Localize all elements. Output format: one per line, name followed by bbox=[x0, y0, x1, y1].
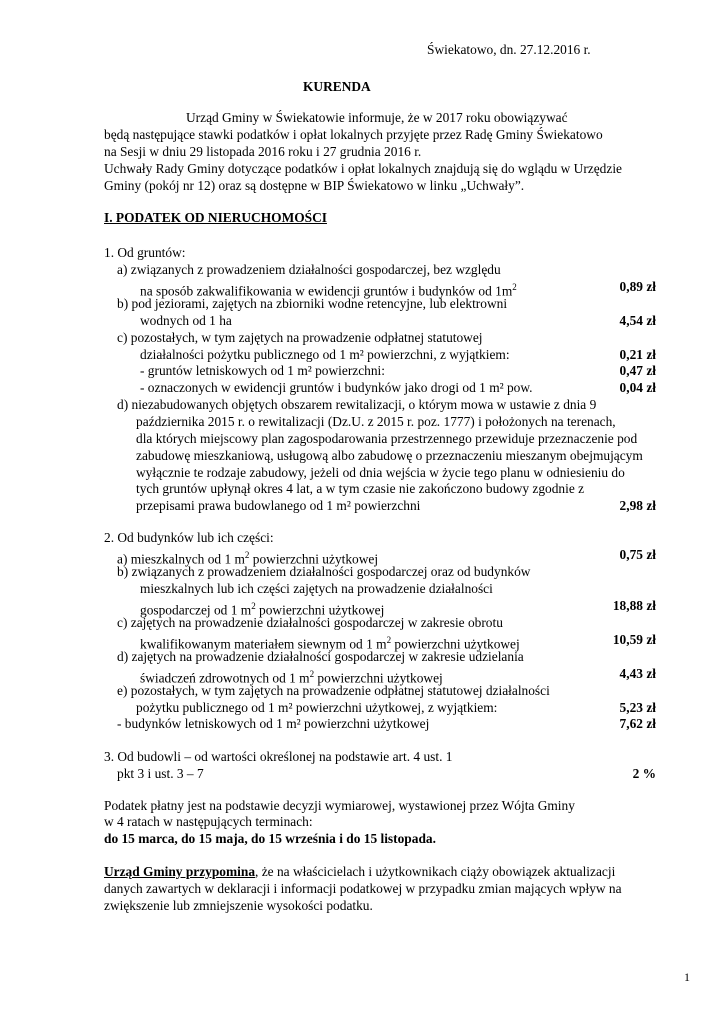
buildings-c-rate: 10,59 zł bbox=[612, 632, 656, 647]
land-b-rate: 4,54 zł bbox=[619, 313, 656, 328]
buildings-d-rate: 4,43 zł bbox=[619, 666, 656, 681]
place-date: Świekatowo, dn. 27.12.2016 r. bbox=[427, 42, 591, 57]
intro-line-5: Gminy (pokój nr 12) oraz są dostępne w BIP Świekatowo w linku „Uchwały”. bbox=[104, 178, 525, 193]
structures-line-2: pkt 3 i ust. 3 – 7 bbox=[117, 766, 204, 781]
land-d-rate: 2,98 zł bbox=[619, 498, 656, 513]
land-d-line-5: wyłącznie te rodzaje zabudowy, jeżeli od dnia wejścia w życie tego planu w odniesieniu do bbox=[136, 465, 625, 480]
land-c-sub-1-rate: 0,47 zł bbox=[619, 363, 656, 378]
buildings-d-line-2: świadczeń zdrowotnych od 1 $m^2$ powierzchni użytkowej bbox=[140, 669, 443, 686]
land-d-line-4: zabudowę mieszkaniową, usługową albo zabudowę o przeznaczeniu mieszanym obejmującym bbox=[136, 448, 643, 463]
buildings-title: 2. Od budynków lub ich części: bbox=[104, 530, 274, 545]
buildings-b-line-3: gospodarczej od 1 $m^2$ powierzchni użytkowej bbox=[140, 601, 385, 618]
reminder-line-1: Urząd Gminy przypomina, że na właścicielach i użytkownikach ciąży obowiązek aktualizacji bbox=[104, 864, 616, 879]
buildings-e-line-1: e) pozostałych, w tym zajętych na prowadzenie odpłatnej statutowej działalności bbox=[117, 683, 550, 698]
land-d-line-7: przepisami prawa budowlanego od 1 m² powierzchni bbox=[136, 498, 421, 513]
land-c-line-1: c) pozostałych, w tym zajętych na prowadzenie odpłatnej statutowej bbox=[117, 330, 483, 345]
payment-deadlines: do 15 marca, do 15 maja, do 15 września i do 15 listopada. bbox=[104, 831, 436, 846]
buildings-e-rate: 5,23 zł bbox=[619, 700, 656, 715]
intro-line-1: Urząd Gminy w Świekatowie informuje, że w 2017 roku obowiązywać bbox=[186, 110, 568, 125]
section-heading: I. PODATEK OD NIERUCHOMOŚCI bbox=[104, 210, 327, 225]
land-c-sub-1: - gruntów letniskowych od 1 m² powierzchni: bbox=[140, 363, 386, 378]
reminder-line-3: zwiększenie lub zmniejszenie wysokości podatku. bbox=[104, 898, 373, 913]
intro-line-3: na Sesji w dniu 29 listopada 2016 roku i 27 grudnia 2016 r. bbox=[104, 144, 422, 159]
structures-line-1: 3. Od budowli – od wartości określonej na podstawie art. 4 ust. 1 bbox=[104, 749, 453, 764]
buildings-b-line-2: mieszkalnych lub ich części zajętych na prowadzenie działalności bbox=[140, 581, 493, 596]
land-a-line-1: a) związanych z prowadzeniem działalności gospodarczej, bez względu bbox=[117, 262, 501, 277]
land-a-rate: 0,89 zł bbox=[619, 279, 656, 294]
land-a-line-2: na sposób zakwalifikowania w ewidencji gruntów i budynków od $1m^2$ bbox=[140, 282, 517, 299]
buildings-d-line-1: d) zajętych na prowadzenie działalności gospodarczej w zakresie udzielania bbox=[117, 649, 524, 664]
buildings-b-rate: 18,88 zł bbox=[612, 598, 656, 613]
buildings-e-line-2: pożytku publicznego od 1 m² powierzchni użytkowej, z wyjątkiem: bbox=[136, 700, 498, 715]
buildings-b-line-1: b) związanych z prowadzeniem działalności gospodarczej oraz od budynków bbox=[117, 564, 531, 579]
land-b-line-1: b) pod jeziorami, zajętych na zbiorniki wodne retencyjne, lub elektrowni bbox=[117, 296, 508, 311]
payment-line-2: w 4 ratach w następujących terminach: bbox=[104, 814, 313, 829]
land-title: 1. Od gruntów: bbox=[104, 245, 186, 260]
page-number: 1 bbox=[684, 970, 690, 984]
intro-line-2: będą następujące stawki podatków i opłat lokalnych przyjęte przez Radę Gminy Świekatowo bbox=[104, 127, 603, 142]
land-d-line-6: tych gruntów upłynął okres 4 lat, a w tym czasie nie zakończono budowy zgodnie z bbox=[136, 481, 585, 496]
land-c-sub-2: - oznaczonych w ewidencji gruntów i budynków jako drogi od 1 m² pow. bbox=[140, 380, 533, 395]
land-c-rate: 0,21 zł bbox=[619, 347, 656, 362]
land-c-sub-2-rate: 0,04 zł bbox=[619, 380, 656, 395]
reminder-lead: Urząd Gminy przypomina bbox=[104, 864, 256, 879]
land-d-line-3: dla których miejscowy plan zagospodarowania przestrzennego przewiduje przeznaczenie pod bbox=[136, 431, 638, 446]
buildings-a-line: a) mieszkalnych od 1 $m^2$ powierzchni użytkowej bbox=[117, 550, 379, 567]
reminder-line-2: danych zawartych w deklaracji i informacji podatkowej w przypadku zmian mających wpływ na bbox=[104, 881, 622, 896]
document-title: KURENDA bbox=[303, 79, 371, 94]
buildings-f-line: - budynków letniskowych od 1 m² powierzchni użytkowej bbox=[117, 716, 430, 731]
buildings-f-rate: 7,62 zł bbox=[619, 716, 656, 731]
land-d-line-1: d) niezabudowanych objętych obszarem rewitalizacji, o którym mowa w ustawie z dnia 9 bbox=[117, 397, 597, 412]
intro-line-4: Uchwały Rady Gminy dotyczące podatków i opłat lokalnych znajdują się do wglądu w Urzędzie bbox=[104, 161, 622, 176]
land-c-line-2: działalności pożytku publicznego od 1 m² powierzchni, z wyjątkiem: bbox=[140, 347, 510, 362]
buildings-a-rate: 0,75 zł bbox=[619, 547, 656, 562]
structures-rate: 2 % bbox=[632, 766, 656, 781]
buildings-c-line-1: c) zajętych na prowadzenie działalności gospodarczej w zakresie obrotu bbox=[117, 615, 503, 630]
buildings-c-line-2: kwalifikowanym materiałem siewnym od 1 $m^2$ powierzchni użytkowej bbox=[140, 635, 520, 652]
land-d-line-2: października 2015 r. o rewitalizacji (Dz.U. z 2015 r. poz. 1777) i położonych na terenach, bbox=[136, 414, 616, 429]
payment-line-1: Podatek płatny jest na podstawie decyzji wymiarowej, wystawionej przez Wójta Gminy bbox=[104, 798, 575, 813]
land-b-line-2: wodnych od 1 ha bbox=[140, 313, 232, 328]
